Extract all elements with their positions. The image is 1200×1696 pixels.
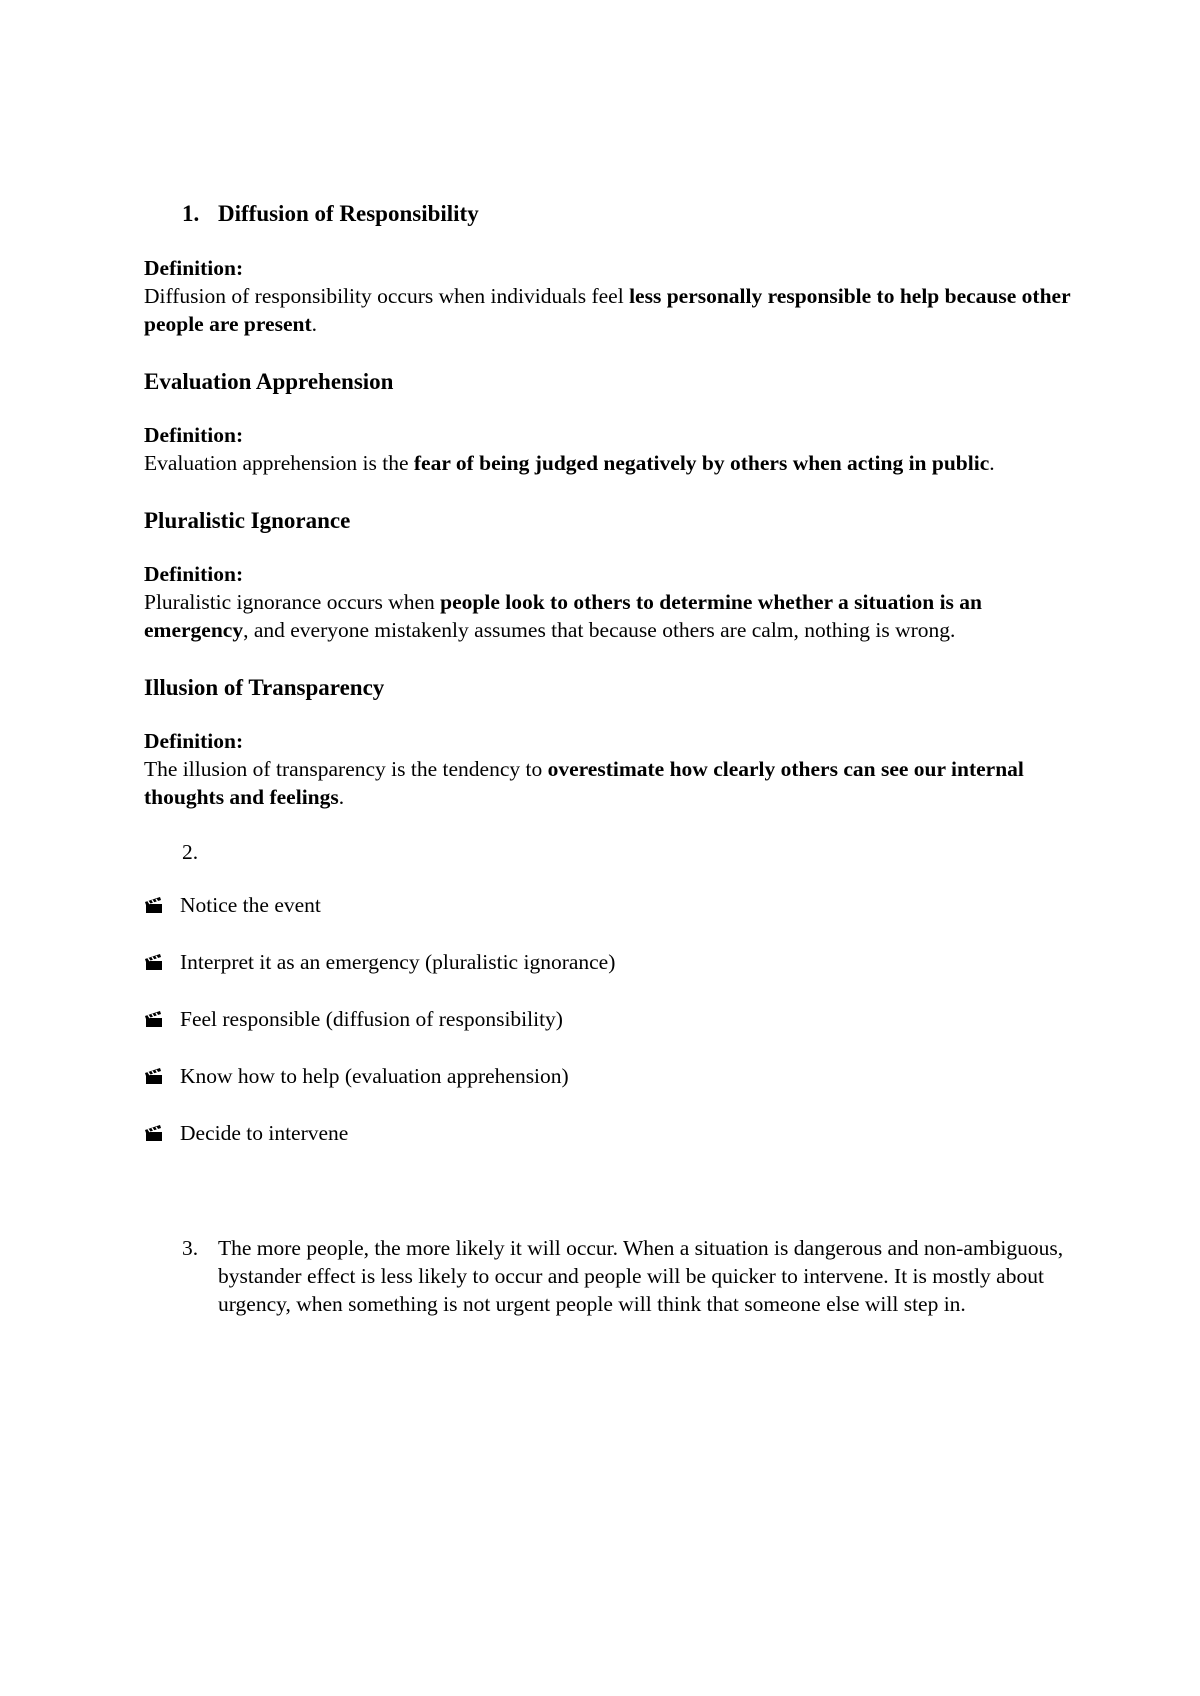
definition-text-diffusion: Diffusion of responsibility occurs when individuals feel less personally responsible to help because other people are present. (144, 284, 1071, 336)
section-3-text: The more people, the more likely it will occur. When a situation is dangerous and non-ambiguous, bystander effect is less likely to occur and people will be quicker to intervene. It is mostly about urgency, when something is not urgent people will think that someone else will step in. (218, 1236, 1064, 1316)
definition-label: Definition: (144, 562, 244, 586)
clapperboard-icon (144, 1010, 180, 1028)
bullet-text: Know how to help (evaluation apprehension) (180, 1064, 569, 1088)
bullet-text: Feel responsible (diffusion of responsibility) (180, 1007, 563, 1031)
definition-label: Definition: (144, 423, 244, 447)
document-content (144, 200, 1074, 1318)
list-item (144, 1005, 1074, 1033)
heading-illusion-of-transparency: Illusion of Transparency (144, 675, 385, 700)
definition-text-evaluation: Evaluation apprehension is the fear of being judged negatively by others when acting in public. (144, 451, 995, 475)
bullet-text: Interpret it as an emergency (pluralistic ignorance) (180, 950, 616, 974)
clapperboard-icon (144, 953, 180, 971)
list-item (144, 948, 1074, 976)
section-1-heading (182, 200, 1074, 228)
section-3-number: 3. (182, 1236, 199, 1260)
definition-label: Definition: (144, 729, 244, 753)
clapperboard-icon (144, 896, 180, 914)
section-3 (182, 1234, 1074, 1318)
heading-evaluation-apprehension: Evaluation Apprehension (144, 369, 394, 394)
definition-label: Definition: (144, 256, 244, 280)
definition-text-pluralistic: Pluralistic ignorance occurs when people look to others to determine whether a situation is an emergency, and everyone mistakenly assumes that because others are calm, nothing is wrong. (144, 590, 982, 642)
definition-text-illusion: The illusion of transparency is the tendency to overestimate how clearly others can see our internal thoughts and feelings. (144, 757, 1024, 809)
heading-pluralistic-ignorance: Pluralistic Ignorance (144, 508, 351, 533)
section-1-title: Diffusion of Responsibility (218, 201, 479, 226)
bullet-text: Notice the event (180, 893, 321, 917)
section-2-number: 2. (182, 840, 199, 864)
list-item (144, 891, 1074, 919)
section-1-number: 1. (182, 201, 200, 226)
list-item (144, 1119, 1074, 1147)
bullet-text: Decide to intervene (180, 1121, 349, 1145)
list-item (144, 1062, 1074, 1090)
bullet-list (144, 891, 1074, 1147)
clapperboard-icon (144, 1124, 180, 1142)
clapperboard-icon (144, 1067, 180, 1085)
